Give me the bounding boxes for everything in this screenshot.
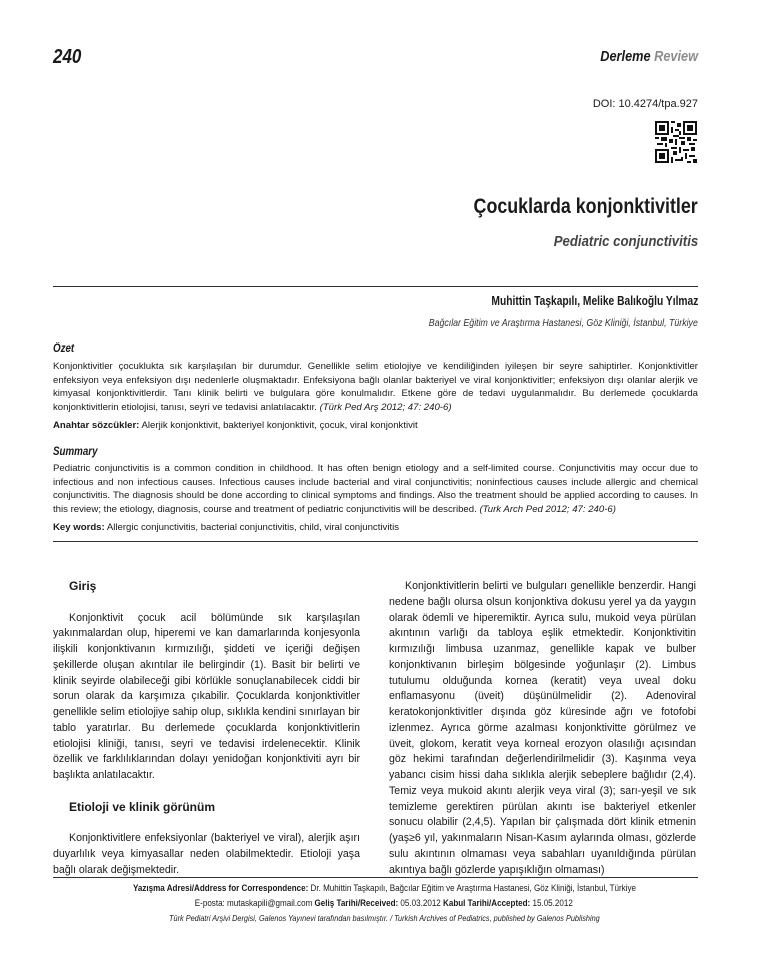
section-heading-etioloji: Etioloji ve klinik görünüm (69, 799, 216, 814)
correspondence-label: Yazışma Adresi/Address for Correspondence: (132, 882, 308, 893)
footer-correspondence (0, 882, 768, 893)
footer-rule (53, 877, 698, 878)
abstract-en-body: Pediatric conjunctivitis is a common condition in childhood. It has often benign etiology and a self-limited course. Conjunctivitis may occur due to infectious and non infectious causes. Infectious causes include bacterial and viral conjunctivitis; noninfectious causes include allergic and chemical conjunctivitis. The diagnosis should be done according to clinical symptoms and findings. Also the treatment should be applied according to causes. In this review; the etiology, diagnosis, course and treatment of pediatric conjunctivitis will be described. (53, 463, 698, 515)
abstract-tr-citation: (Türk Ped Arş 2012; 47: 240-6) (319, 401, 452, 413)
keywords-en-label: Key words: (53, 522, 105, 533)
received-label: Geliş Tarihi/Received: (314, 897, 399, 908)
publisher-note: Türk Pediatri Arşivi Dergisi, Galenos Yayınevi tarafından basılmıştır. / Turkish Archives of Pediatrics, published by Galenos Publishing (168, 913, 600, 923)
doi: DOI: 10.4274/tpa.927 (592, 98, 698, 110)
abstract-rule (53, 541, 698, 542)
abstract-tr-text (53, 360, 698, 414)
keywords-en-text: Allergic conjunctivitis, bacterial conjunctivitis, child, viral conjunctivitis (106, 522, 400, 533)
page-number: 240 (53, 46, 82, 68)
body-right-column (389, 579, 696, 878)
article-subtitle: Pediatric conjunctivitis (553, 233, 698, 250)
abstract-en-citation: (Turk Arch Ped 2012; 47: 240-6) (479, 503, 616, 515)
paragraph-etiology: Konjonktivitlere enfeksiyonlar (bakteriyel ve viral), alerjik aşırı duyarlılık veya kimyasallar neden olabilmektedir. Etioloji yaşa bağlı olarak değişmektedir. (53, 832, 360, 876)
accepted-date: 15.05.2012 (532, 897, 574, 908)
keywords-tr (53, 419, 698, 433)
abstract-en-heading: Summary (53, 446, 98, 458)
qr-code-icon (655, 121, 697, 163)
email: E-posta: mutaskapili@gmail.com (194, 897, 313, 908)
accepted-label: Kabul Tarihi/Accepted: (443, 897, 531, 908)
section-label-tr: Derleme (600, 48, 651, 65)
received-date: 05.03.2012 (400, 897, 441, 908)
abstract-tr-body: Konjonktivitler çocuklukta sık karşılaşılan bir durumdur. Genellikle selim etiolojiye ve kendiliğinden iyileşen bir seyre sahiptirler. Konjonktivitler enfeksiyon veya enfeksiyon dışı nedenlerle oluşmaktadır. Enfeksiyona bağlı olanlar bakteriyel ve viral konjonktivitler; enfeksiyon dışı olanlar alerjik ve kimyasal konjonktivitlerdir. Tanı klinik belirti ve bulgulara göre konulmalıdır. Etkene göre de tedavi uygulanmalıdır. Bu derlemede çocuklarda konjonktivitlerin etiolojisi, tanısı, seyri ve tedavisi anlatılacaktır. (53, 361, 698, 413)
footer-dates (0, 897, 768, 908)
authors: Muhittin Taşkapılı, Melike Balıkoğlu Yılmaz (491, 294, 698, 308)
paragraph-signs: Konjonktivitlerin belirti ve bulguları genellikle benzerdir. Hangi nedene bağlı olursa olsun konjonktiva dokusu yerel ya da yaygın olarak ödemli ve hiperemiktir. Ayrıca sulu, mukoid veya pürülan akıntının varlığı da tabloya eşlik etmektedir. Konjonktivitin kırmızılığı limbusa uzanmaz, genellikle kapak ve bulber konjonktivanın birleşim bölgesinde yoğunlaşır (2). Limbus tutulumu olduğunda kornea (keratit) veya uveal doku enflamasyonu (üveit) düşünülmelidir (2). Adenoviral keratokonjonktivitler dışında göz küresinde ağrı ve fotofobi izlenmez. Ayrıca görme azalması konjonktivitte görülmez ve üveit, glokom, keratit veya korneal erozyon olasılığı açısından göz hekimi tarafından değerlendirilmelidir (3). Kaşınma veya yabancı cisim hissi daha sıklıkla alerjik sebeplere bağlıdır (2,4). Temiz veya mukoid akıntı alerjik veya viral (3); sarı-yeşil ve sık temizleme gerektiren pürülan akıntı ise bakteriyel etkenler sonucu olabilir (2,4,5). Yapılan bir çalışmada dört klinik etmenin (yaş≥6 yıl, yakınmaların Nisan-Kasım aylarında olması, gözlerde sulu akıntının olmaması veya sabahları uyanıldığında pürülan akıntıya bağlı gözlerde yapışıklığın olmaması) (389, 580, 696, 876)
abstract-en-text (53, 462, 698, 516)
title-rule (53, 286, 698, 287)
affiliation: Bağcılar Eğitim ve Araştırma Hastanesi, Göz Kliniği, İstanbul, Türkiye (428, 318, 698, 329)
keywords-tr-label: Anahtar sözcükler: (53, 420, 140, 431)
paragraph-intro: Konjonktivit çocuk acil bölümünde sık karşılaşılan yakınmalardan olup, hiperemi ve kan damarlarında konjesyonla ilişkili konjonktivanın kırmızılığı, şiddeti ve içeriği değişen şekillerde oluşan akıntılar ile belirgindir (1). Basit bir belirti ve klinik seyirde olabileceği gibi körlükle sonuçlanabilecek ciddi bir sorun olarak da karşımıza çıkabilir. Çocuklarda konjonktivitler genellikle selim etiolojiye sahip olup, sıklıkla kendini sınırlayan bir tablo yaratırlar. Bu derlemede çocuklarda konjonktivitlerin etiolojisi kliniği, tanısı, seyri ve tedavisi irdelenecektir. Klinik özellik ve farklılıklarından dolayı yenidoğan konjonktiviti ayrı bir başlıkta anlatılacaktır. (53, 611, 360, 781)
abstract-tr-heading: Özet (53, 343, 75, 355)
keywords-tr-text: Alerjik konjonktivit, bakteriyel konjonktivit, çocuk, viral konjonktivit (141, 420, 418, 431)
running-head (600, 48, 698, 65)
correspondence-text: Dr. Muhittin Taşkapılı, Bağcılar Eğitim ve Araştırma Hastanesi, Göz Kliniği, İstanbul, Türkiye (310, 882, 636, 893)
article-title: Çocuklarda konjonktivitler (473, 195, 698, 218)
body-left-column (53, 579, 360, 878)
keywords-en (53, 521, 698, 535)
footer-publisher (0, 912, 768, 923)
section-heading-giris: Giriş (69, 579, 97, 593)
section-label-en: Review (654, 48, 698, 65)
